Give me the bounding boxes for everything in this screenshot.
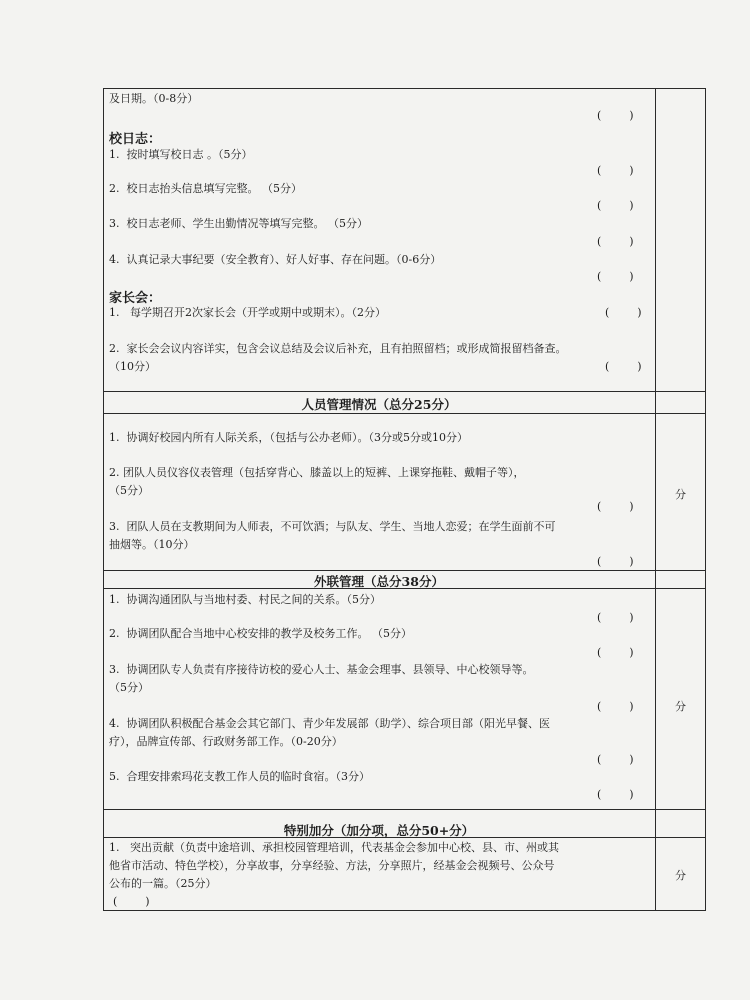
blank-0: ( ) <box>597 109 634 122</box>
divider <box>103 837 706 838</box>
liaison-title: 外联管理（总分38分） <box>314 574 444 589</box>
divider <box>103 809 706 810</box>
blank-14: ( ) <box>113 895 150 908</box>
personnel-score: 分 <box>675 488 686 501</box>
blank-6: ( ) <box>605 360 642 373</box>
personnel-title: 人员管理情况（总分25分） <box>301 397 457 412</box>
parent-meeting-title: 家长会： <box>109 291 162 306</box>
personnel-item-1: 1. 协调好校园内所有人际关系，（包括与公办老师）。（3分或5分或10分） <box>109 431 468 444</box>
blank-5: ( ) <box>605 306 642 319</box>
liaison-item-2: 2. 协调团队配合当地中心校安排的教学及校务工作。 （5分） <box>109 627 412 640</box>
liaison-item-4: 4. 协调团队积极配合基金会其它部门、青少年发展部（助学）、综合项目部（阳光早餐、医 <box>109 717 550 730</box>
school-log-item-3: 3. 校日志老师、学生出勤情况等填写完整。 （5分） <box>109 217 368 230</box>
divider <box>103 413 706 414</box>
blank-13: ( ) <box>597 788 634 801</box>
blank-11: ( ) <box>597 700 634 713</box>
liaison-item-4-cont: 疗），品牌宣传部、行政财务部工作。（0-20分） <box>109 735 343 748</box>
bonus-item-1-cont: 他省市活动、特色学校），分享故事，分享经验、方法，分享照片，经基金会视频号、公众号 <box>109 859 555 872</box>
blank-4: ( ) <box>597 270 634 283</box>
blank-12: ( ) <box>597 753 634 766</box>
divider <box>103 588 706 589</box>
continued-line: 及日期。（0-8分） <box>109 92 199 105</box>
liaison-item-3-cont: （5分） <box>109 681 149 694</box>
divider <box>103 570 706 571</box>
personnel-item-3-cont: 抽烟等。（10分） <box>109 538 195 551</box>
bonus-item-1-cont2: 公布的一篇。（25分） <box>109 877 217 890</box>
blank-9: ( ) <box>597 611 634 624</box>
personnel-item-2: 2. 团队人员仪容仪表管理（包括穿背心、膝盖以上的短裤、上课穿拖鞋、戴帽子等）， <box>109 466 525 479</box>
parent-meeting-item-2: 2. 家长会会议内容详实，包含会议总结及会议后补充，且有拍照留档；或形成简报留档备查。 <box>109 342 567 355</box>
parent-meeting-item-2-cont: （10分） <box>109 360 156 373</box>
blank-2: ( ) <box>597 199 634 212</box>
personnel-item-2-cont: （5分） <box>109 484 149 497</box>
blank-8: ( ) <box>597 555 634 568</box>
bonus-score: 分 <box>675 869 686 882</box>
liaison-item-1: 1. 协调沟通团队与当地村委、村民之间的关系。（5分） <box>109 593 381 606</box>
school-log-title: 校日志： <box>109 132 162 147</box>
liaison-item-3: 3. 协调团队专人负责有序接待访校的爱心人士、基金会理事、县领导、中心校领导等。 <box>109 663 534 676</box>
school-log-item-4: 4. 认真记录大事纪要（安全教育）、好人好事、存在问题。（0-6分） <box>109 253 442 266</box>
blank-10: ( ) <box>597 646 634 659</box>
personnel-item-3: 3. 团队人员在支教期间为人师表，不可饮酒；与队友、学生、当地人恋爱；在学生面前不可 <box>109 520 556 533</box>
bonus-title: 特别加分（加分项，总分50+分） <box>283 823 475 838</box>
blank-1: ( ) <box>597 164 634 177</box>
blank-7: ( ) <box>597 500 634 513</box>
liaison-item-5: 5. 合理安排索玛花支教工作人员的临时食宿。（3分） <box>109 770 370 783</box>
school-log-item-1: 1. 按时填写校日志 。（5分） <box>109 148 253 161</box>
liaison-score: 分 <box>675 700 686 713</box>
divider <box>103 391 706 392</box>
score-sheet <box>103 88 706 911</box>
bonus-item-1: 1. 突出贡献（负责中途培训、承担校园管理培训，代表基金会参加中心校、县、市、州或其 <box>109 841 559 854</box>
blank-3: ( ) <box>597 235 634 248</box>
parent-meeting-item-1: 1. 每学期召开2次家长会（开学或期中或期末）。（2分） <box>109 306 386 319</box>
school-log-item-2: 2. 校日志抬头信息填写完整。 （5分） <box>109 182 302 195</box>
